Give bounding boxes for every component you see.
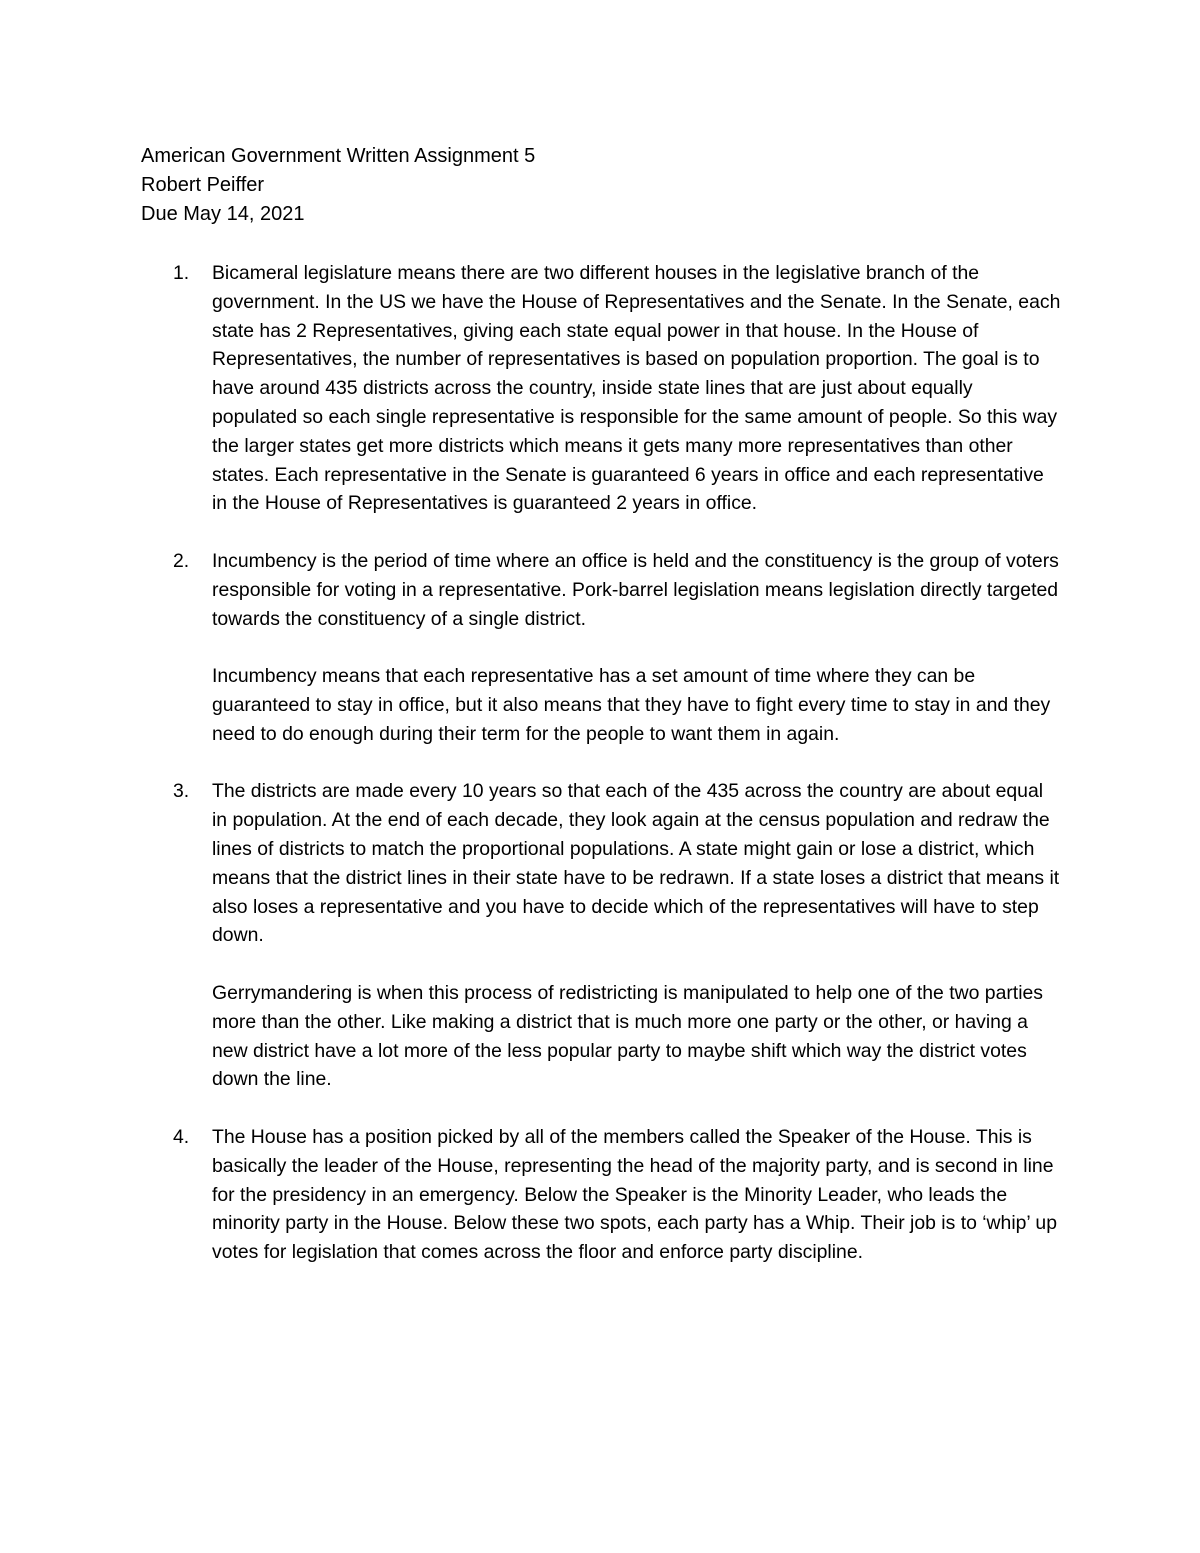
answer-paragraph: The districts are made every 10 years so that each of the 435 across the country are about equal in population. At the end of each decade, they look again at the census population and redraw the lines of districts to match the proportional populations. A state might gain or lose a district, which means that the district lines in their state have to be redrawn. If a state loses a district that means it also loses a representative and you have to decide which of the representatives will have to step down. (212, 780, 1060, 947)
answer-paragraph: Gerrymandering is when this process of redistricting is manipulated to help one of the two parties more than the other. Like making a district that is much more one party or the other, or having a new district have a lot more of the less popular party to maybe shift which way the district votes down the line. (212, 981, 1043, 1091)
answer-item (141, 259, 1063, 518)
answer-item (141, 1123, 1063, 1267)
answer-item (141, 547, 1063, 749)
item-number: 4. (173, 1125, 190, 1148)
document-header (141, 142, 1101, 229)
item-number: 1. (173, 262, 190, 284)
answer-list (141, 259, 1063, 1296)
assignment-title: American Government Written Assignment 5 (141, 145, 536, 167)
due-date: Due May 14, 2021 (141, 203, 305, 225)
answer-paragraph: Incumbency is the period of time where an office is held and the constituency is the group of voters responsible for voting in a representative. Pork-barrel legislation means legislation directly targeted towards the constituency of a single district. (212, 549, 1059, 630)
answer-paragraph: The House has a position picked by all of the members called the Speaker of the House. This is basically the leader of the House, representing the head of the majority party, and is second in line for the presidency in an emergency. Below the Speaker is the Minority Leader, who leads the minority party in the House. Below these two spots, each party has a Whip. Their job is to ‘whip’ up votes for legislation that comes across the floor and enforce party discipline. (212, 1125, 1057, 1264)
answer-paragraph: Bicameral legislature means there are two different houses in the legislative branch of the government. In the US we have the House of Representatives and the Senate. In the Senate, each state has 2 Representatives, giving each state equal power in that house. In the House of Representatives, the number of representatives is based on population proportion. The goal is to have around 435 districts across the country, inside state lines that are just about equally populated so each single representative is responsible for the same amount of people. So this way the larger states get more districts which means it gets many more representatives than other states. Each representative in the Senate is guaranteed 6 years in office and each representative in the House of Representatives is guaranteed 2 years in office. (212, 262, 1061, 515)
answer-paragraph: Incumbency means that each representative has a set amount of time where they can be guaranteed to stay in office, but it also means that they have to fight every time to stay in and they need to do enough during their term for the people to want them in again. (212, 665, 1051, 745)
answer-item (141, 777, 1063, 1094)
item-number: 2. (173, 549, 190, 572)
item-number: 3. (173, 780, 190, 803)
author-name: Robert Peiffer (141, 174, 265, 196)
